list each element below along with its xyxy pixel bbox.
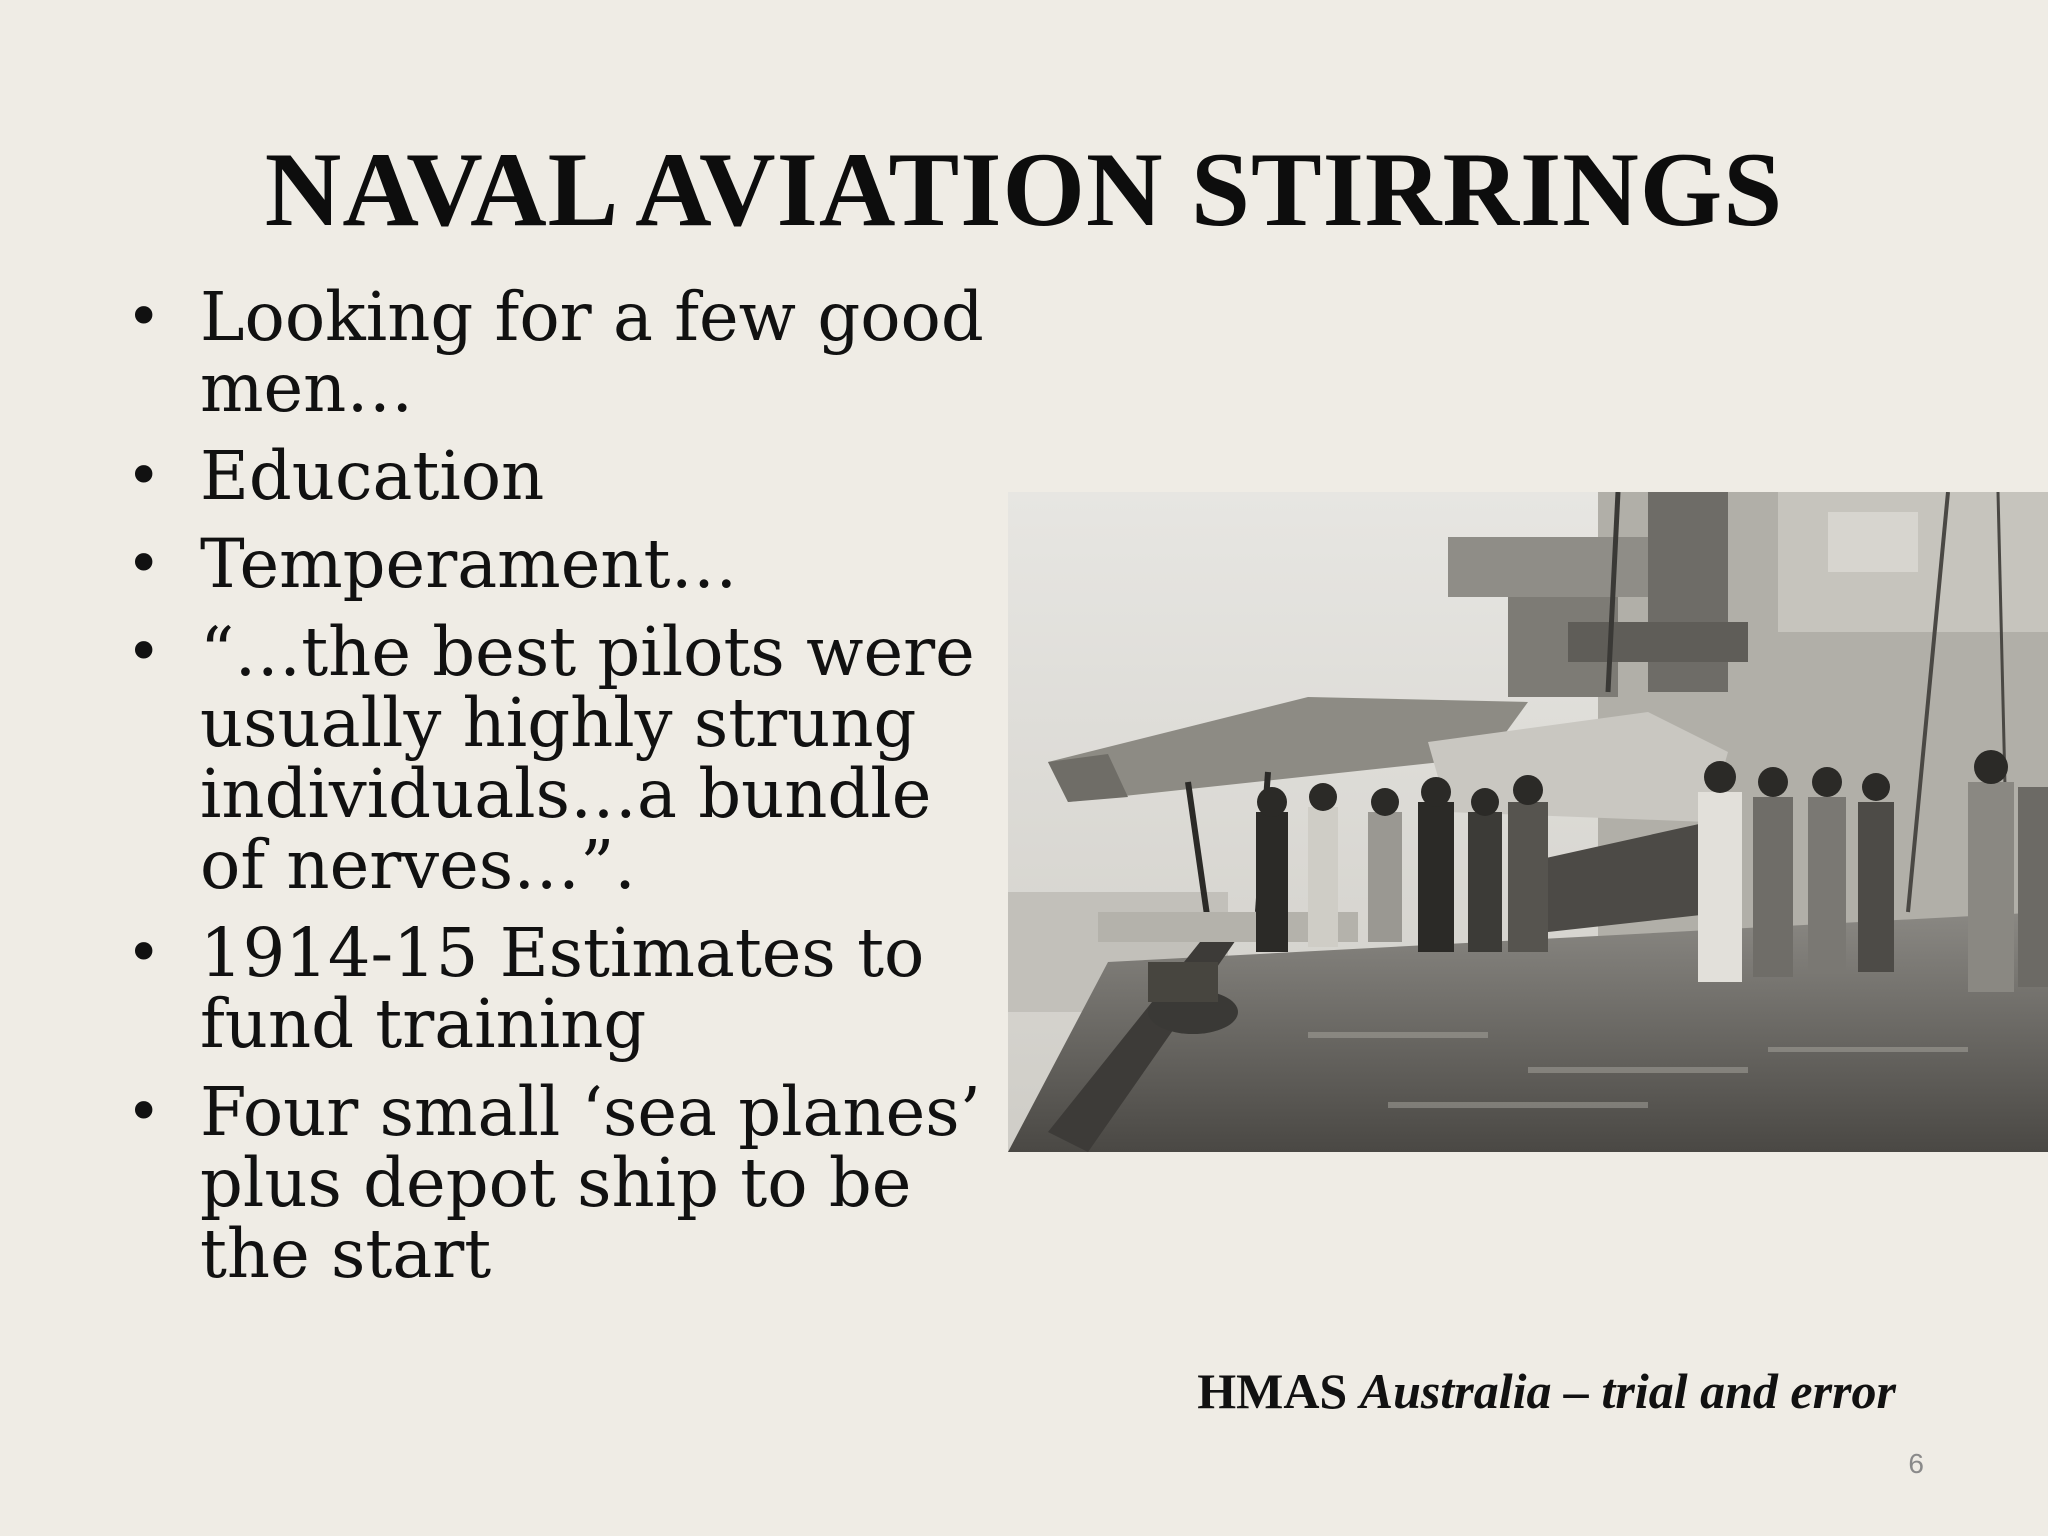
bullet-item bbox=[118, 613, 998, 904]
bullet-list bbox=[118, 278, 998, 1307]
caption-italic: Australia – trial and error bbox=[1359, 1363, 1896, 1419]
bullet-item bbox=[118, 278, 998, 427]
bullet-text: “…the best pilots were usually highly strung individuals…a bundle of nerves…”. bbox=[200, 613, 975, 904]
bullet-dot: • bbox=[126, 441, 162, 511]
bullet-dot: • bbox=[126, 282, 162, 352]
bullet-text: Four small ‘sea planes’ plus depot ship to be the start bbox=[200, 1073, 981, 1293]
bullet-text: Education bbox=[200, 437, 545, 515]
bullet-item bbox=[118, 437, 998, 515]
bullet-dot: • bbox=[126, 1077, 162, 1147]
page-number: 6 bbox=[1908, 1448, 1924, 1479]
slide-title: NAVAL AVIATION STIRRINGS bbox=[264, 131, 1784, 248]
bullet-item bbox=[118, 1073, 998, 1293]
bullet-dot: • bbox=[126, 617, 162, 687]
bullet-text: 1914-15 Estimates to fund training bbox=[200, 914, 925, 1063]
bullet-dot: • bbox=[126, 918, 162, 988]
photo-icon bbox=[1008, 492, 2048, 1152]
bullet-dot: • bbox=[126, 529, 162, 599]
bullet-item bbox=[118, 914, 998, 1063]
photo-caption bbox=[1197, 1362, 1896, 1420]
bullet-item bbox=[118, 525, 998, 603]
bullet-text: Looking for a few good men… bbox=[200, 278, 984, 427]
bullet-text: Temperament… bbox=[200, 525, 738, 603]
ship-deck-photo bbox=[1008, 492, 2048, 1152]
caption-bold: HMAS bbox=[1197, 1363, 1360, 1419]
